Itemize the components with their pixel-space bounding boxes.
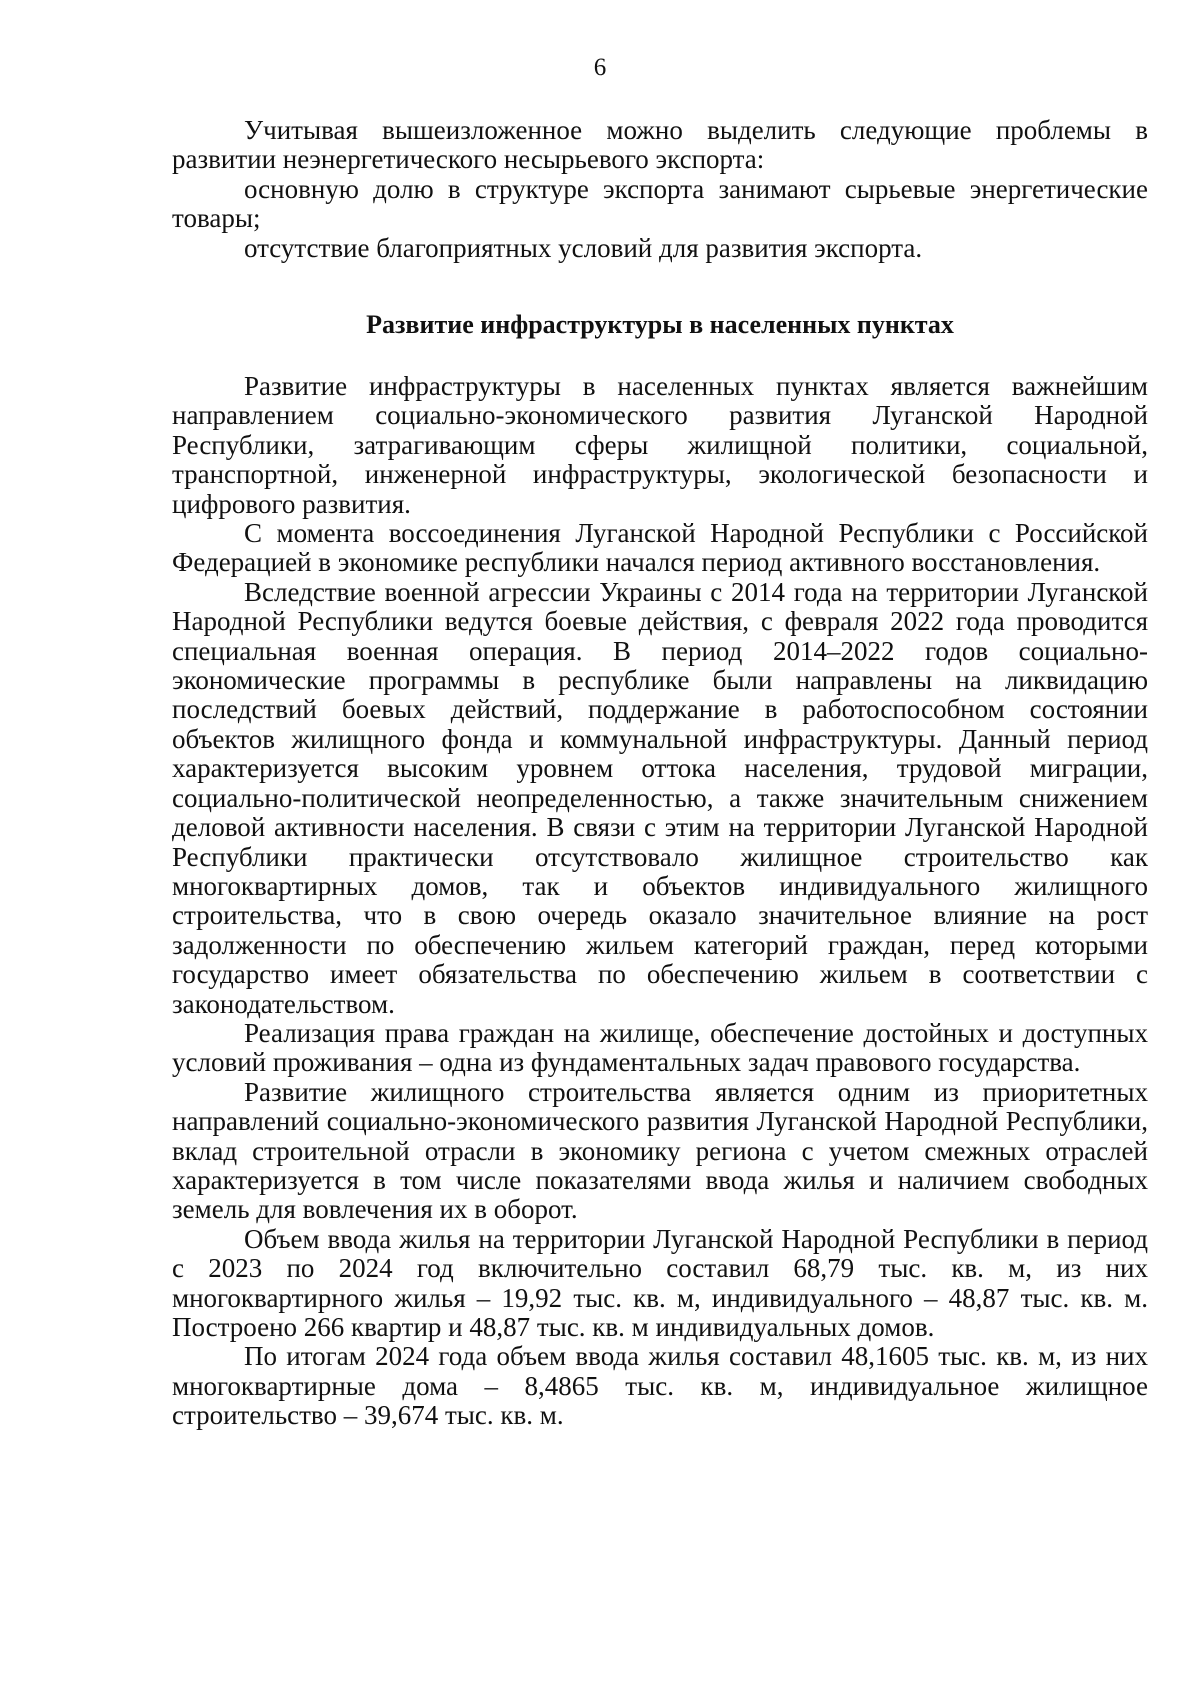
page-number: 6 [593, 54, 607, 81]
intro-text [172, 116, 1148, 263]
body-paragraph: Вследствие военной агрессии Украины с 2014 года на территории Луганской Народной Республики ведутся боевые действия, с февраля 2022 года проводится специальная военная операция. В период 2014–2022 годов социально-экономические программы в республике были направлены на ликвидацию последствий боевых действий, поддержание в работоспособном состоянии объектов жилищного фонда и коммунальной инфраструктуры. Данный период характеризуется высоким уровнем оттока населения, трудовой миграции, социально-политической неопределенностью, а также значительным снижением деловой активности населения. В связи с этим на территории Луганской Народной Республики практически отсутствовало жилищное строительство как многоквартирных домов, так и объектов индивидуального жилищного строительства, что в свою очередь оказало значительное влияние на рост задолженности по обеспечению жильем категорий граждан, перед которыми государство имеет обязательства по обеспечению жильем в соответствии с законодательством. [172, 576, 1148, 1019]
intro-paragraph: отсутствие благоприятных условий для развития экспорта. [244, 232, 923, 263]
body-paragraph: Развитие жилищного строительства является одним из приоритетных направлений социально-экономического развития Луганской Народной Республики, вклад строительной отрасли в экономику региона с учетом смежных отраслей характеризуется в том числе показателями ввода жилья и наличием свободных земель для вовлечения их в оборот. [172, 1076, 1148, 1225]
section-body [172, 372, 1148, 1431]
body-paragraph: Реализация права граждан на жилище, обеспечение достойных и доступных условий проживания – одна из фундаментальных задач правового государства. [172, 1017, 1148, 1078]
body-paragraph: Объем ввода жилья на территории Луганской Народной Республики в период с 2023 по 2024 год включительно составил 68,79 тыс. кв. м, из них многоквартирного жилья – 19,92 тыс. кв. м, индивидуального – 48,87 тыс. кв. м. Построено 266 квартир и 48,87 тыс. кв. м индивидуальных домов. [172, 1223, 1148, 1342]
intro-paragraph: Учитывая вышеизложенное можно выделить следующие проблемы в развитии неэнергетического несырьевого экспорта: [172, 115, 1148, 175]
intro-paragraph: основную долю в структуре экспорта занимают сырьевые энергетические товары; [172, 173, 1148, 234]
body-paragraph: Развитие инфраструктуры в населенных пунктах является важнейшим направлением социально-экономического развития Луганской Народной Республики, затрагивающим сферы жилищной политики, социальной, транспортной, инженерной инфраструктуры, экологической безопасности и цифрового развития. [172, 371, 1148, 519]
body-paragraph: По итогам 2024 года объем ввода жилья составил 48,1605 тыс. кв. м, из них многоквартирные дома – 8,4865 тыс. кв. м, индивидуальное жилищное строительство – 39,674 тыс. кв. м. [172, 1341, 1148, 1431]
body-paragraph: С момента воссоединения Луганской Народной Республики с Российской Федерацией в экономике республики начался период активного восстановления. [172, 518, 1148, 578]
section-title: Развитие инфраструктуры в населенных пунктах [366, 310, 954, 339]
